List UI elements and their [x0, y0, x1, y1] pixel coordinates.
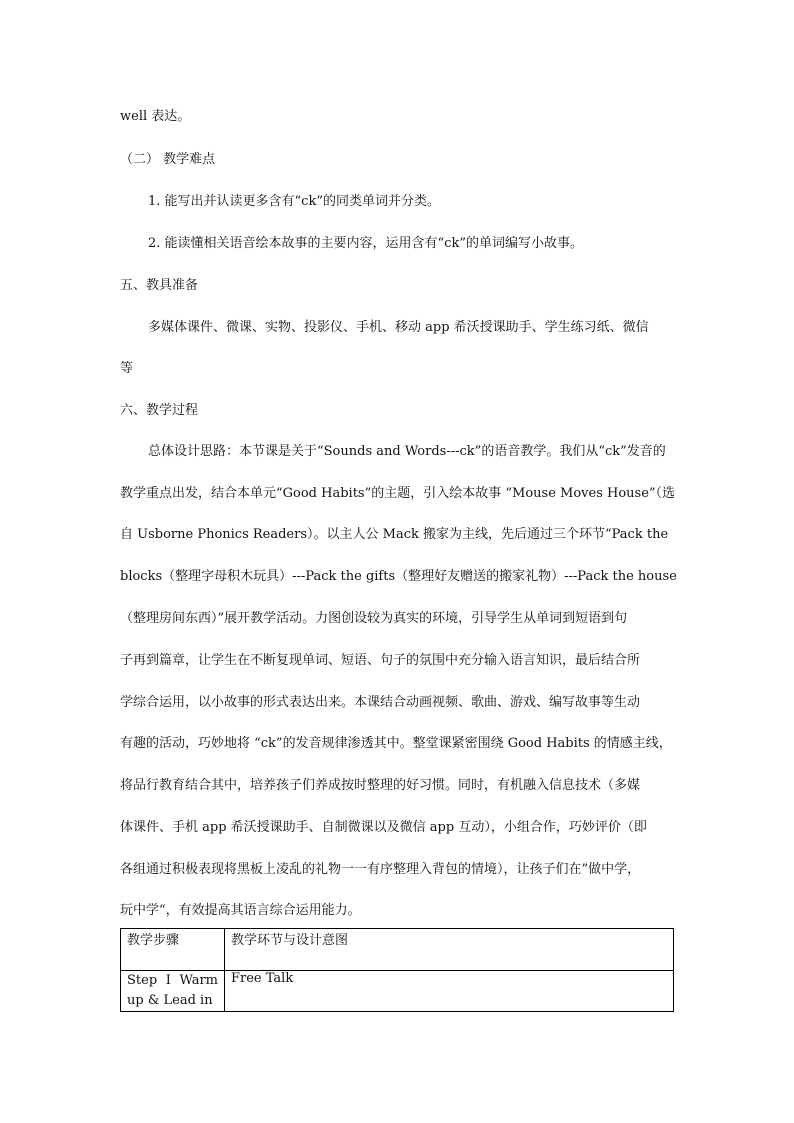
difficulty-item-1: 1. 能写出并认读更多含有“ck”的同类单词并分类。	[148, 194, 440, 209]
table-header-design: 教学环节与设计意图	[225, 929, 674, 971]
process-line-7: 学综合运用，以小故事的形式表达出来。本课结合动画视频、歌曲、游戏、编写故事等生动	[120, 695, 641, 710]
table-header-row	[121, 929, 674, 971]
table-cell-content: Free Talk	[225, 971, 674, 1012]
process-line-12: 玩中学“，有效提高其语言综合运用能力。	[120, 903, 361, 918]
materials-line-2: 等	[120, 361, 134, 376]
section-heading-process: 六、教学过程	[120, 403, 199, 418]
process-line-2: 教学重点出发，结合本单元“Good Habits”的主题，引入绘本故事 “Mouse Moves House”（选	[120, 486, 676, 501]
text-line-continuation: well 表达。	[120, 109, 191, 124]
table-header-step: 教学步骤	[121, 929, 225, 971]
section-heading-materials: 五、教具准备	[120, 278, 199, 293]
difficulty-item-2: 2. 能读懂相关语音绘本故事的主要内容，运用含有“ck”的单词编写小故事。	[148, 236, 583, 251]
process-line-3: 自 Usborne Phonics Readers）。以主人公 Mack 搬家为主线，先后通过三个环节“Pack the	[120, 527, 669, 542]
process-line-4: blocks（整理字母积木玩具）---Pack the gifts（整理好友赠送的搬家礼物）---Pack the house	[120, 569, 677, 584]
process-line-9: 将品行教育结合其中，培养孩子们养成按时整理的好习惯。同时，有机融入信息技术（多媒	[120, 778, 641, 793]
table-row	[121, 971, 674, 1012]
step-label-line-1: Step I Warm	[127, 973, 218, 988]
process-line-5: （整理房间东西）”展开教学活动。力图创设较为真实的环境，引导学生从单词到短语到句	[120, 611, 628, 626]
process-line-8: 有趣的活动，巧妙地将 “ck”的发音规律渗透其中。整堂课紧密围绕 Good Habits 的情感主线，	[120, 736, 672, 751]
materials-line-1: 多媒体课件、微课、实物、投影仪、手机、移动 app 希沃授课助手、学生练习纸、微信	[148, 320, 649, 335]
section-heading-difficulty: （二） 教学难点	[120, 152, 216, 167]
step-label-line-2: up & Lead in	[127, 993, 213, 1008]
process-line-10: 体课件、手机 app 希沃授课助手、自制微课以及微信 app 互动），小组合作，巧妙评价（即	[120, 820, 647, 835]
process-line-6: 子再到篇章，让学生在不断复现单词、短语、句子的氛围中充分输入语言知识，最后结合所	[120, 653, 641, 668]
table-cell-step	[121, 971, 225, 1012]
process-line-1: 总体设计思路：本节课是关于“Sounds and Words---ck”的语音教学。我们从“ck”发音的	[148, 444, 666, 459]
process-line-11: 各组通过积极表现将黑板上凌乱的礼物一一有序整理入背包的情境），让孩子们在”做中学，	[120, 862, 641, 877]
teaching-steps-table	[120, 928, 674, 1012]
